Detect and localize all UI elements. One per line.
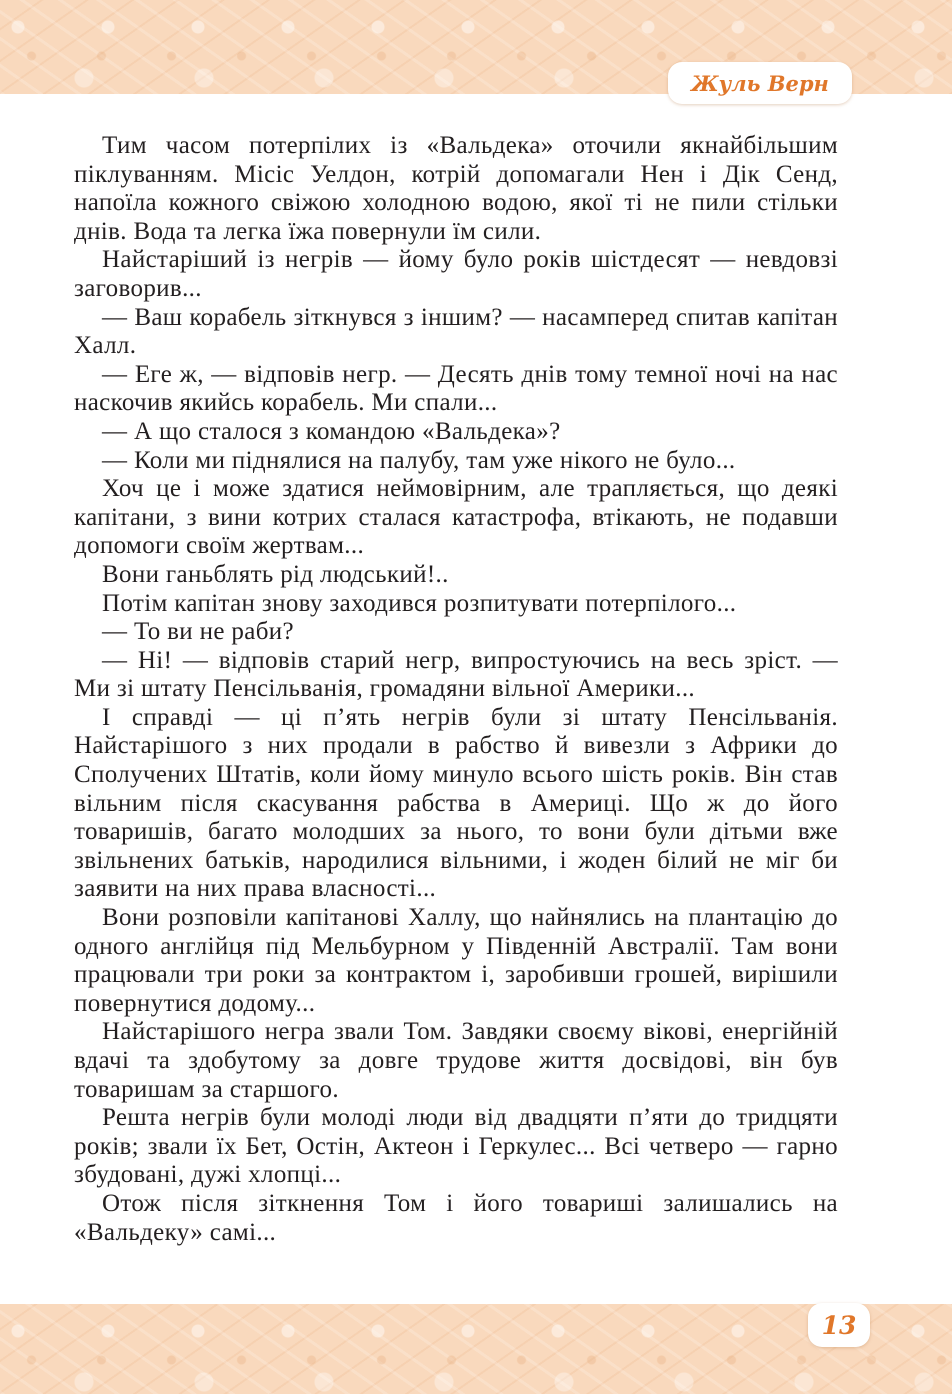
paragraph: Отож після зіткнення Том і його товариші залишались на «Вальдеку» самі... xyxy=(74,1189,838,1246)
paragraph: — Ні! — відповів старий негр, випростуючись на весь зріст. — Ми зі штату Пенсільванія, громадяни вільної Америки... xyxy=(74,646,838,703)
page-number: 13 xyxy=(808,1303,870,1347)
paragraph: Найстарішого негра звали Том. Завдяки своєму вікові, енергійній вдачі та здобутому за довге трудове життя досвідові, він був товаришам за старшого. xyxy=(74,1018,838,1103)
paragraph: — Еге ж, — відповів негр. — Десять днів тому темної ночі на нас наскочив якийсь корабель. Ми спали... xyxy=(74,360,838,417)
running-header-author: Жуль Верн xyxy=(668,62,852,104)
paragraph: Вони ганьблять рід людський!.. xyxy=(102,560,449,588)
paragraph: Хоч це і може здатися неймовірним, але трапляється, що деякі капітани, з вини котрих сталася катастрофа, втікають, не подавши допомоги своїм жертвам... xyxy=(74,475,838,560)
paragraph: Потім капітан знову заходився розпитувати потерпілого... xyxy=(102,589,737,617)
paragraph: Вони розповіли капітанові Халлу, що найнялись на плантацію до одного англійця під Мельбурном у Південній Австралії. Там вони працювали три роки за контрактом і, заробивши грошей, вирішили повернутися додому... xyxy=(74,904,838,1017)
paragraph: — Коли ми піднялися на палубу, там уже нікого не було... xyxy=(102,446,736,474)
paragraph: — Ваш корабель зіткнувся з іншим? — насамперед спитав капітан Халл. xyxy=(74,303,838,360)
paragraph: Решта негрів були молоді люди від двадцяти п’яти до тридцяти років; звали їх Бет, Остін, Актеон і Геркулес... Всі четверо — гарно збудовані, дужі хлопці... xyxy=(74,1104,838,1189)
body-text xyxy=(74,132,838,1247)
paragraph: Найстаріший із негрів — йому було років шістдесят — невдовзі заговорив... xyxy=(74,246,838,302)
paragraph: — А що сталося з командою «Вальдека»? xyxy=(102,417,561,445)
paragraph: — То ви не раби? xyxy=(102,618,294,646)
paragraph: Тим часом потерпілих із «Вальдека» оточили якнайбільшим піклуванням. Місіс Уелдон, котрій допомагали Нен і Дік Сенд, напоїла кожного свіжою холодною водою, якої ті не пили стільки днів. Вода та легка їжа повернули їм сили. xyxy=(74,132,838,245)
paragraph: І справді — ці п’ять негрів були зі штату Пенсільванія. Найстарішого з них продали в рабство й вивезли з Африки до Сполучених Штатів, коли йому минуло всього шість років. Він став вільним після скасування рабства в Америці. Що ж до його товаришів, багато молодших за нього, то вони були дітьми вже звільнених батьків, народилися вільними, і жоден білий не міг би заявити на них права власності... xyxy=(74,703,838,903)
